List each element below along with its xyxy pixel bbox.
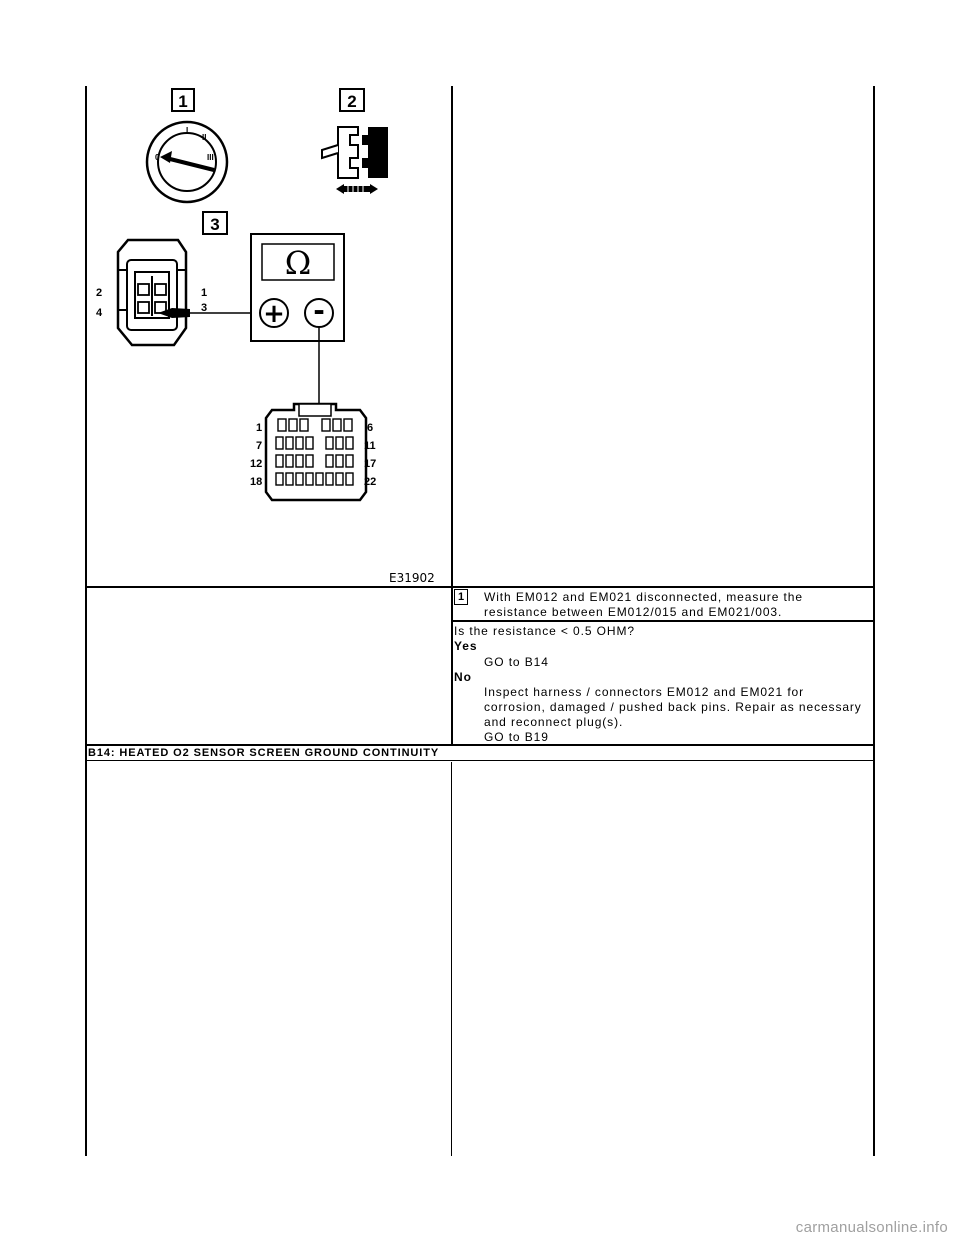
svg-text:I: I [186,126,189,135]
svg-text:-: - [313,294,325,327]
no-instruction-line-2: corrosion, damaged / pushed back pins. Repair as necessary [484,700,862,714]
sensor-connector-4pin [96,240,207,345]
no-label: No [454,670,472,684]
step-instruction-line-2: resistance between EM012/015 and EM021/003. [484,605,783,619]
no-instruction-line-1: Inspect harness / connectors EM012 and EM021 for [484,685,805,699]
no-instruction-line-3: and reconnect plug(s). [484,715,624,729]
callout-box-2 [340,89,364,111]
svg-text:12: 12 [250,458,263,470]
positive-probe-lead [158,308,262,318]
svg-text:3: 3 [210,215,220,234]
ignition-switch-icon [147,122,227,202]
multimeter-icon [251,234,344,341]
svg-text:2: 2 [347,92,357,111]
connector-disconnect-icon [322,127,388,194]
no-action: GO to B19 [484,730,549,744]
ecm-connector-22pin [250,404,376,500]
step-number-box: 1 [454,589,468,605]
svg-text:6: 6 [367,422,374,434]
yes-label: Yes [454,639,478,653]
svg-text:7: 7 [256,440,263,452]
callout-box-3 [203,212,227,234]
svg-text:Ω: Ω [284,244,312,282]
watermark-text: carmanualsonline.info [795,1219,948,1236]
svg-text:4: 4 [96,307,103,319]
svg-text:III: III [207,153,214,162]
svg-text:II: II [202,133,207,142]
svg-text:+: + [263,299,285,329]
question-text: Is the resistance < 0.5 OHM? [454,624,635,638]
callout-box-1 [172,89,194,111]
svg-text:0: 0 [155,153,160,162]
svg-text:3: 3 [201,302,208,314]
figure-id-label: E31902 [389,571,435,585]
svg-text:22: 22 [364,476,377,488]
step-instruction-line-1: With EM012 and EM021 disconnected, measure the [484,590,803,604]
svg-text:1: 1 [256,422,263,434]
yes-action: GO to B14 [484,655,549,669]
svg-text:18: 18 [250,476,263,488]
svg-text:1: 1 [178,92,188,111]
svg-text:17: 17 [364,458,377,470]
svg-text:1: 1 [201,287,208,299]
section-heading: B14: HEATED O2 SENSOR SCREEN GROUND CONTINUITY [88,747,440,759]
svg-text:2: 2 [96,287,103,299]
svg-text:11: 11 [364,440,376,452]
